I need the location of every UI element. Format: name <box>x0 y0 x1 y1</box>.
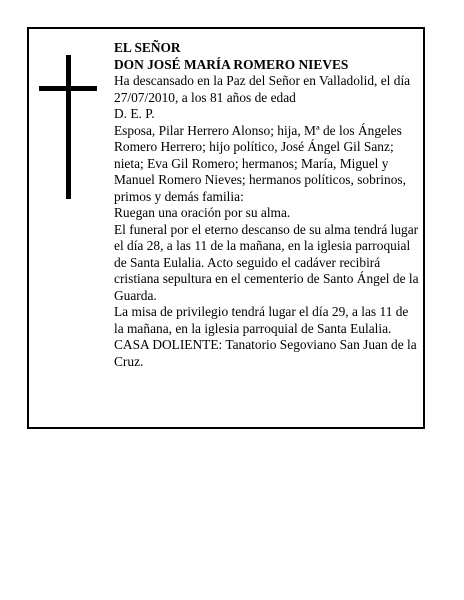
title-line-1: EL SEÑOR <box>114 40 181 55</box>
latin-cross-icon <box>39 55 97 199</box>
deceased-name: DON JOSÉ MARÍA ROMERO NIEVES <box>114 56 349 72</box>
family-list: Esposa, Pilar Herrero Alonso; hija, Mª de los Ángeles Romero Herrero; hijo político, José Ángel Gil Sanz; nieta; Eva Gil Romero; hermanos; María, Miguel y Manuel Romero Nieves; hermanos políticos, sobrinos, primos y demás familia: <box>114 122 406 204</box>
funeral-details: El funeral por el eterno descanso de su alma tendrá lugar el día 28, a las 11 de la mañana, en la iglesia parroquial de Santa Eulalia. Acto seguido el cadáver recibirá cristiana sepultura en el cementerio de Santo Ángel de la Guarda. <box>114 221 419 303</box>
prayer-request: Ruegan una oración por su alma. <box>114 205 291 220</box>
obituary-notice <box>27 27 425 429</box>
cross-horizontal-bar <box>39 86 97 91</box>
funeral-home: CASA DOLIENTE: Tanatorio Segoviano San Juan de la Cruz. <box>114 337 417 369</box>
cross-vertical-bar <box>66 55 71 199</box>
mass-details: La misa de privilegio tendrá lugar el día 29, a las 11 de la mañana, en la iglesia parroquial de Santa Eulalia. <box>114 304 409 336</box>
notice-text <box>114 40 420 370</box>
rip-abbreviation: D. E. P. <box>114 106 155 121</box>
death-announcement: Ha descansado en la Paz del Señor en Valladolid, el día 27/07/2010, a los 81 años de edad <box>114 73 411 105</box>
